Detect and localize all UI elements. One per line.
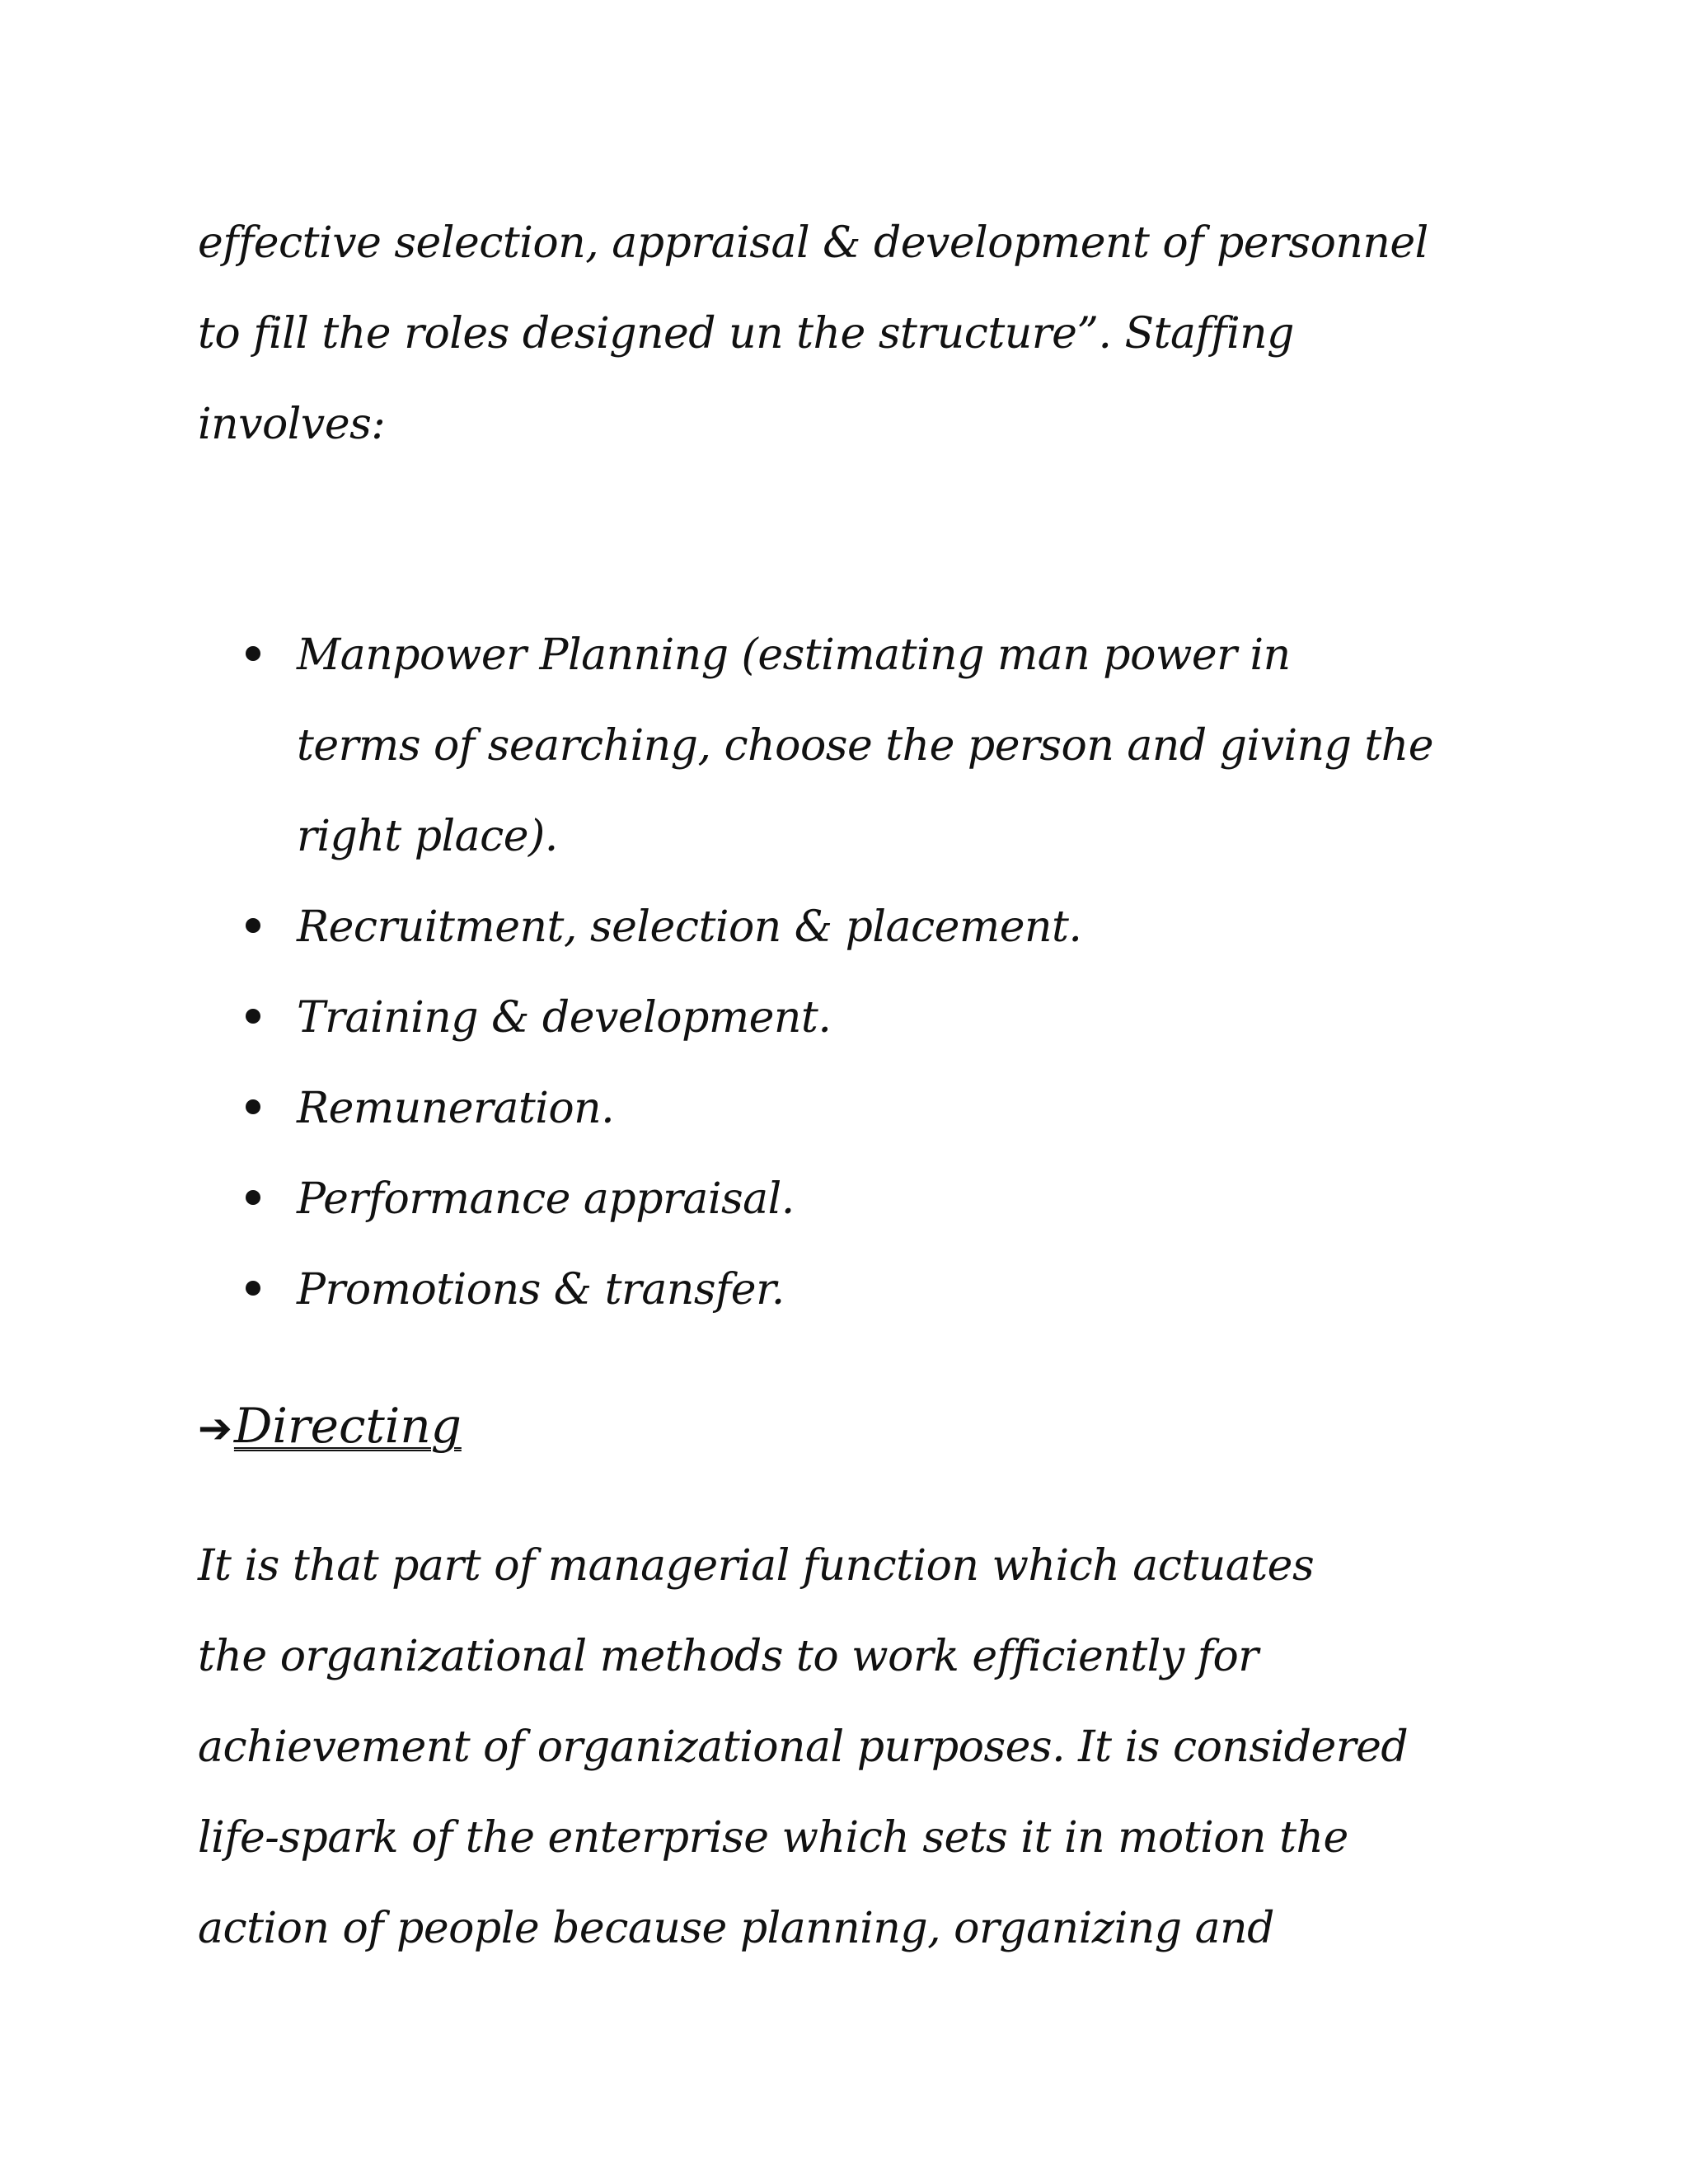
text-line: terms of searching, choose the person and giving the — [297, 721, 1434, 771]
text-line: Training & development. — [297, 993, 832, 1043]
bullet-icon — [246, 646, 260, 661]
text-line: Remuneration. — [297, 1084, 615, 1133]
text-line: It is that part of managerial function which actuates — [198, 1541, 1315, 1591]
text-line: Promotions & transfer. — [297, 1265, 785, 1315]
right-arrow-icon: ➔ — [198, 1404, 232, 1452]
text-line: Recruitment, selection & placement. — [297, 902, 1082, 952]
list-item-promotions — [239, 1244, 1475, 1335]
text-line: right place). — [297, 812, 558, 861]
bullet-icon — [246, 1099, 260, 1114]
list-item-manpower-planning — [239, 610, 1475, 882]
text-line: to fill the roles designed un the structure”. Staffing — [198, 309, 1294, 359]
directing-heading — [198, 1393, 462, 1461]
list-item-performance-appraisal — [239, 1154, 1475, 1244]
list-item-training — [239, 972, 1475, 1063]
bullet-icon — [246, 1190, 260, 1205]
list-item-remuneration — [239, 1063, 1475, 1154]
list-item-recruitment — [239, 882, 1475, 972]
text-line: Manpower Planning (estimating man power in — [297, 630, 1291, 680]
text-line: action of people because planning, organizing and — [198, 1904, 1274, 1953]
text-line: effective selection, appraisal & development of personnel — [198, 218, 1428, 268]
text-line: Performance appraisal. — [297, 1174, 795, 1224]
directing-paragraph — [198, 1521, 1484, 1974]
staffing-intro-paragraph — [198, 198, 1484, 470]
staffing-bullet-list — [239, 610, 1475, 1335]
text-line: involves: — [198, 400, 386, 449]
section-heading-text: Directing — [233, 1398, 462, 1454]
bullet-icon — [246, 918, 260, 933]
text-line: life-spark of the enterprise which sets it in motion the — [198, 1813, 1348, 1863]
bullet-icon — [246, 1009, 260, 1024]
bullet-icon — [246, 1281, 260, 1296]
text-line: achievement of organizational purposes. It is considered — [198, 1722, 1409, 1772]
text-line: the organizational methods to work efficiently for — [198, 1632, 1259, 1681]
